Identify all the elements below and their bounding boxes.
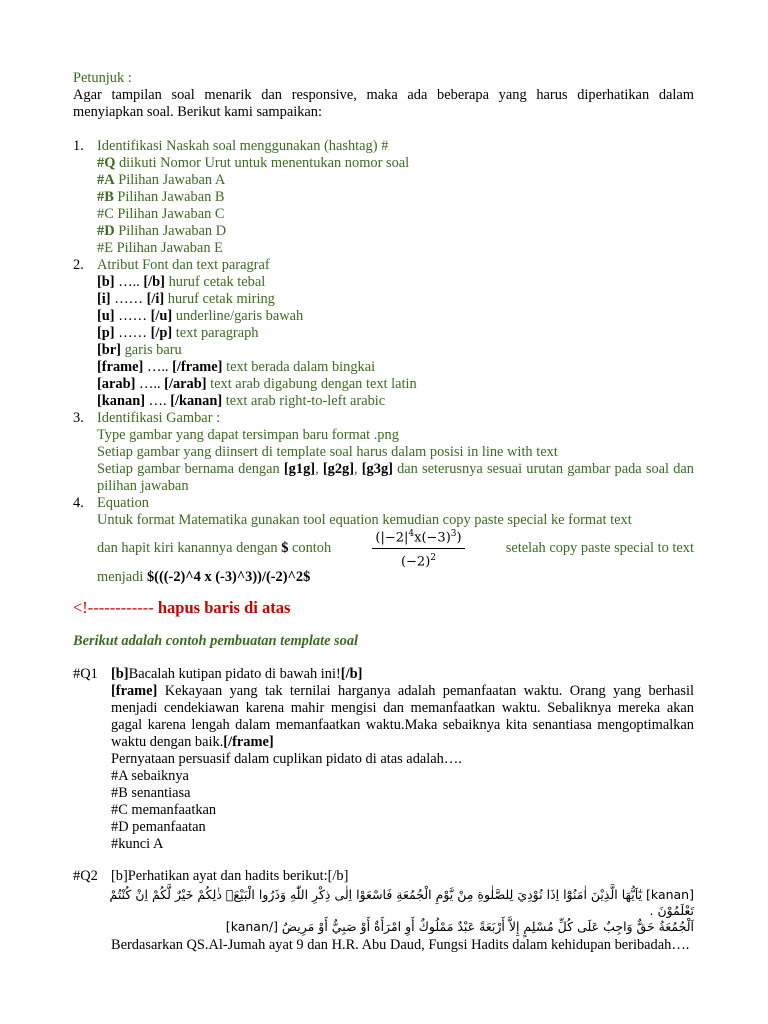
- item-title: Equation: [97, 495, 149, 511]
- example-heading: Berikut adalah contoh pembuatan template soal: [73, 633, 359, 649]
- item-title: Identifikasi Gambar :: [97, 410, 221, 426]
- hashtag-line: [97, 206, 694, 223]
- hashtag-desc: Pilihan Jawaban C: [113, 206, 225, 222]
- hashtag-tag: #C: [97, 206, 114, 222]
- dots: ……: [110, 291, 147, 307]
- hashtag-line: [97, 172, 694, 189]
- numerator-part: (|−2|: [375, 530, 409, 546]
- exponent: 4: [408, 529, 415, 540]
- tag-open: [p]: [97, 325, 115, 341]
- attr-desc: text berada dalam bingkai: [222, 359, 376, 375]
- item-number: 2.: [73, 257, 84, 273]
- numerator-part: x(−3): [414, 530, 451, 546]
- question-title: [b]Perhatikan ayat dan hadits berikut:[/b]: [111, 868, 349, 884]
- instruction-item-3: [73, 410, 694, 495]
- attr-desc: huruf cetak miring: [164, 291, 275, 307]
- question-number: #Q1: [73, 666, 98, 682]
- attr-desc: text paragraph: [172, 325, 259, 341]
- separator: ,: [354, 461, 362, 477]
- exponent: 3: [450, 529, 457, 540]
- item-number: 3.: [73, 410, 84, 426]
- image-tag: [g2g]: [322, 461, 354, 477]
- font-attr-line: [97, 291, 694, 308]
- image-rule-line: Setiap gambar yang diinsert di template soal harus dalam posisi in line with text: [97, 444, 558, 460]
- petunjuk-intro: Agar tampilan soal menarik dan responsive, maka ada beberapa yang harus diperhatikan dalam menyiapkan soal. Berikut kami sampaikan:: [73, 87, 694, 120]
- hashtag-desc: diikuti Nomor Urut untuk menentukan nomor soal: [115, 155, 410, 171]
- tag-close: [/p]: [150, 325, 173, 341]
- numerator-part: ): [456, 530, 462, 546]
- tag-close: [/frame]: [223, 734, 274, 750]
- tag-close: [/frame]: [172, 359, 223, 375]
- hashtag-desc: Pilihan Jawaban B: [113, 189, 225, 205]
- hashtag-tag: #B: [97, 189, 114, 205]
- image-naming-line: [97, 461, 694, 495]
- petunjuk-label: Petunjuk :: [73, 70, 132, 86]
- equation-fraction: [372, 526, 464, 570]
- dots: ……: [114, 325, 151, 341]
- tag-close: [/b]: [340, 666, 363, 682]
- tag-close: [/kanan]: [170, 393, 223, 409]
- item-number: 4.: [73, 495, 84, 511]
- image-tag: [g1g]: [283, 461, 316, 477]
- equation-expression: $(((-2)^4 x (-3)^3))/(-2)^2$: [146, 569, 311, 585]
- dots: ….: [145, 393, 171, 409]
- text: dan seterusnya sesuai urutan gambar pada soal dan pilihan jawaban: [97, 461, 694, 494]
- instruction-list: [73, 138, 694, 586]
- hashtag-line: [97, 240, 694, 257]
- question-body: [111, 666, 694, 853]
- fraction-numerator: [372, 526, 464, 548]
- question-q1: [73, 666, 694, 853]
- tag-close: [/arab]: [164, 376, 207, 392]
- hashtag-tag: #Q: [97, 155, 116, 171]
- attr-desc: huruf cetak tebal: [164, 274, 266, 290]
- equation-text: [97, 540, 331, 557]
- tag-close: [/b]: [143, 274, 165, 290]
- delete-above-marker: [73, 598, 694, 618]
- answer-option-b: #B senantiasa: [111, 785, 191, 801]
- font-attr-line: [97, 376, 694, 393]
- question-q2: [73, 868, 694, 954]
- fraction-denominator: [372, 549, 464, 570]
- hashtag-line: [97, 189, 694, 206]
- text: contoh: [288, 539, 332, 556]
- hashtag-desc: Pilihan Jawaban D: [114, 223, 227, 239]
- separator: ,: [315, 461, 323, 477]
- question-title: [111, 666, 694, 683]
- question-number: #Q2: [73, 868, 98, 884]
- equation-line: Untuk format Matematika gunakan tool equation kemudian copy paste special ke format text: [97, 512, 632, 528]
- arabic-verse-line: [kanan] يٰٓاَيُّهَا الَّذِيْنَ اٰمَنُوْٓا اِذَا نُوْدِيَ لِلصَّلٰوةِ مِنْ يَّوْمِ الْجُمُعَةِ فَاسْعَوْا اِلٰى ذِكْرِ اللّٰهِ وَذَرُوا الْبَيْعَۗ ذٰلِكُمْ خَيْرٌ لَّكُمْ اِنْ كُنْتُمْ تَعْلَمُوْنَ .: [109, 887, 694, 918]
- text: menjadi: [97, 569, 147, 585]
- hashtag-line: [97, 155, 694, 172]
- arabic-hadith-line: اَلْجُمُعَةُ حَقٌّ وَاجِبٌ عَلَى كُلِّ مُسْلِمٍ إِلاَّ أَرْبَعَةً عَبْدٌ مَمْلُوكٌ أَوِ امْرَأَةٌ أَوْ صَبِيٌّ أَوْ مَرِيضٌ [/kanan]: [225, 919, 694, 934]
- equation-example-line: [97, 529, 694, 567]
- font-attr-line: [97, 325, 694, 342]
- item-number: 1.: [73, 138, 84, 154]
- hashtag-line: [97, 223, 694, 240]
- font-attr-line: [97, 274, 694, 291]
- font-attr-line: [97, 342, 694, 359]
- hashtag-tag: #E: [97, 240, 113, 256]
- text: Setiap gambar bernama dengan: [97, 461, 284, 477]
- tag-open: [i]: [97, 291, 111, 307]
- attr-desc: garis baru: [120, 342, 182, 358]
- tag-open: [kanan]: [97, 393, 145, 409]
- hashtag-desc: Pilihan Jawaban A: [114, 172, 226, 188]
- image-tag: [g3g]: [361, 461, 393, 477]
- tag-close: [/i]: [146, 291, 165, 307]
- marker-prefix: <!------------: [73, 598, 158, 617]
- passage-text: Kekayaan yang tak ternilai harganya adalah pemanfaatan waktu. Orang yang berhasil menjadi cendekiawan karena mahir mengisi dan memanfaatkan waktu. Sebaliknya mereka akan gagal karena lengah dalam memanfaatkan waktu.Maka sebaiknya kita senantiasa mengoptimalkan waktu dengan baik.: [111, 683, 694, 750]
- hashtag-tag: #D: [97, 223, 115, 239]
- instruction-item-4: [73, 495, 694, 586]
- dots: …..: [114, 274, 144, 290]
- title-text: Bacalah kutipan pidato di bawah ini!: [128, 666, 341, 682]
- attr-desc: underline/garis bawah: [172, 308, 304, 324]
- tag-open: [frame]: [111, 683, 158, 699]
- denominator-part: (−2): [400, 553, 431, 569]
- item-title: Identifikasi Naskah soal menggunakan (hashtag) #: [97, 138, 389, 154]
- question-body: [111, 868, 694, 885]
- hashtag-desc: Pilihan Jawaban E: [113, 240, 223, 256]
- font-attr-line: [97, 393, 694, 410]
- frame-passage: [111, 683, 694, 751]
- item-title: Atribut Font dan text paragraf: [97, 257, 270, 273]
- instruction-item-1: [73, 138, 694, 257]
- dots: …..: [143, 359, 173, 375]
- instruction-item-2: [73, 257, 694, 410]
- dots: …..: [135, 376, 165, 392]
- exponent: 2: [430, 552, 436, 563]
- attr-desc: text arab right-to-left arabic: [222, 393, 386, 409]
- attr-desc: text arab digabung dengan text latin: [206, 376, 417, 392]
- tag-open: [b]: [111, 666, 129, 682]
- tag-open: [u]: [97, 308, 115, 324]
- dollar-sign: $: [281, 539, 289, 556]
- tag-open: [br]: [97, 342, 121, 358]
- answer-key: #kunci A: [111, 836, 164, 852]
- font-attr-line: [97, 308, 694, 325]
- marker-text: hapus baris di atas: [157, 598, 291, 617]
- font-attr-line: [97, 359, 694, 376]
- text: dan hapit kiri kanannya dengan: [97, 539, 282, 556]
- equation-result-line: [97, 569, 694, 586]
- question-stem: Pernyataan persuasif dalam cuplikan pidato di atas adalah….: [111, 751, 462, 767]
- answer-option-c: #C memanfaatkan: [111, 802, 217, 818]
- answer-option-d: #D pemanfaatan: [111, 819, 206, 835]
- tag-open: [frame]: [97, 359, 144, 375]
- image-rule-line: Type gambar yang dapat tersimpan baru format .png: [97, 427, 399, 443]
- tag-close: [/u]: [150, 308, 173, 324]
- equation-text-after: setelah copy paste special to text: [505, 539, 694, 556]
- tag-open: [arab]: [97, 376, 136, 392]
- dots: ……: [114, 308, 151, 324]
- question-stem: Berdasarkan QS.Al-Jumah ayat 9 dan H.R. Abu Daud, Fungsi Hadits dalam kehidupan beribadah….: [111, 937, 690, 953]
- answer-option-a: #A sebaiknya: [111, 768, 189, 784]
- hashtag-tag: #A: [97, 172, 115, 188]
- tag-open: [b]: [97, 274, 115, 290]
